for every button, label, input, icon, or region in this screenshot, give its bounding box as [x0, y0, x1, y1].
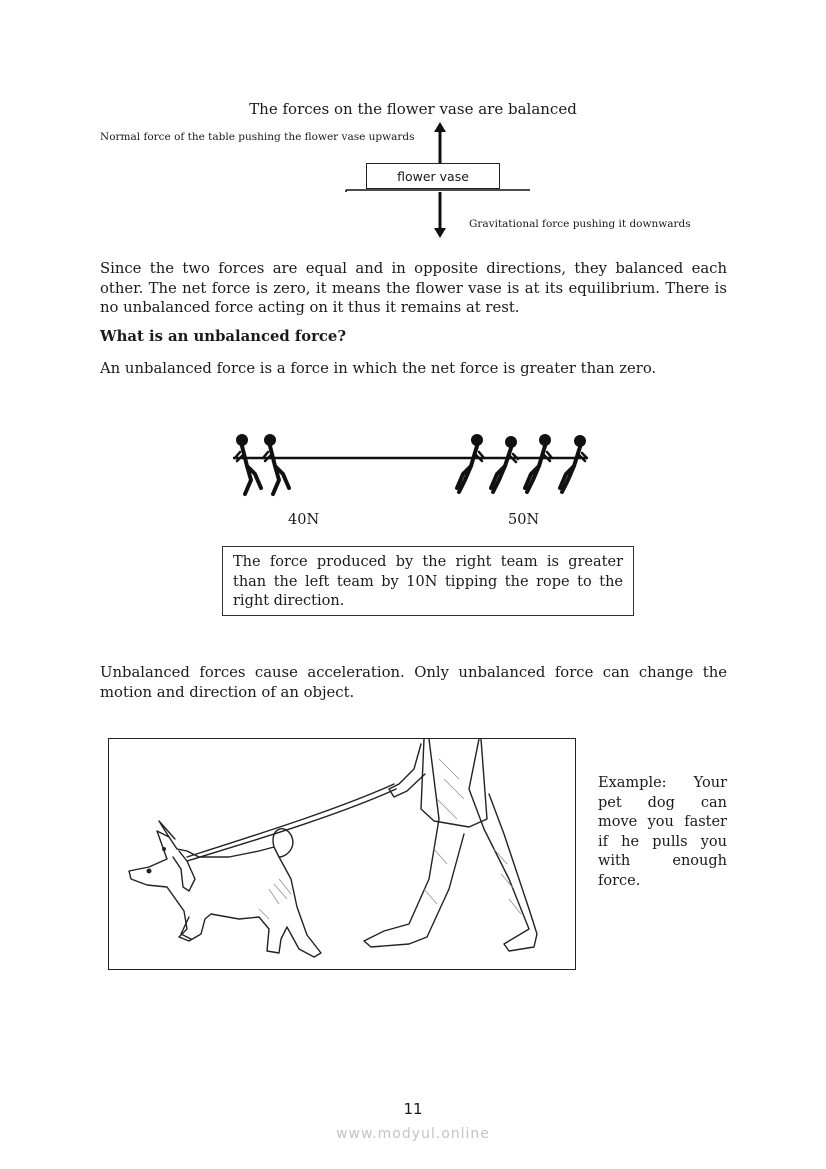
right-team-member-2	[491, 437, 518, 493]
page-number: 11	[403, 1100, 423, 1118]
tug-of-war-illustration	[225, 428, 595, 500]
figure-title: The forces on the flower vase are balanced	[249, 100, 577, 118]
right-team-force: 50N	[508, 512, 540, 528]
tug-of-war-caption: The force produced by the right team is greater than the left team by 10N tipping the rope to the right direction.	[222, 546, 634, 616]
watermark: www.modyul.online	[336, 1126, 490, 1142]
normal-force-label: Normal force of the table pushing the flower vase upwards	[100, 131, 415, 143]
section-heading: What is an unbalanced force?	[100, 328, 347, 345]
acceleration-paragraph: Unbalanced forces cause acceleration. Only unbalanced force can change the motion and direction of an object.	[100, 664, 727, 701]
flower-vase-box: flower vase	[366, 163, 500, 189]
balanced-explanation: Since the two forces are equal and in opposite directions, they balanced each other. The net force is zero, it means the flower vase is at its equilibrium. There is no unbalanced force acting on it thus it remains at rest.	[100, 260, 727, 316]
left-team-force: 40N	[288, 512, 320, 528]
right-team-member-1	[457, 435, 484, 493]
normal-force-arrowhead	[434, 122, 446, 132]
person-right-leg	[469, 739, 537, 951]
dog-walking-drawing	[109, 739, 576, 970]
example-text: Example: Your pet dog can move you faster if he pulls you with enough force.	[598, 775, 727, 889]
right-team-member-4	[560, 436, 587, 493]
leash	[187, 784, 394, 857]
gravity-arrowhead	[434, 228, 446, 238]
dog-collar	[173, 851, 195, 891]
right-team-member-3	[525, 435, 552, 493]
left-team-member-2	[263, 435, 289, 495]
person-left-leg	[364, 739, 464, 947]
dog-walking-illustration	[108, 738, 576, 970]
definition-text: An unbalanced force is a force in which the net force is greater than zero.	[100, 360, 657, 377]
left-team-member-1	[235, 435, 261, 495]
gravity-force-label: Gravitational force pushing it downwards	[469, 218, 691, 230]
